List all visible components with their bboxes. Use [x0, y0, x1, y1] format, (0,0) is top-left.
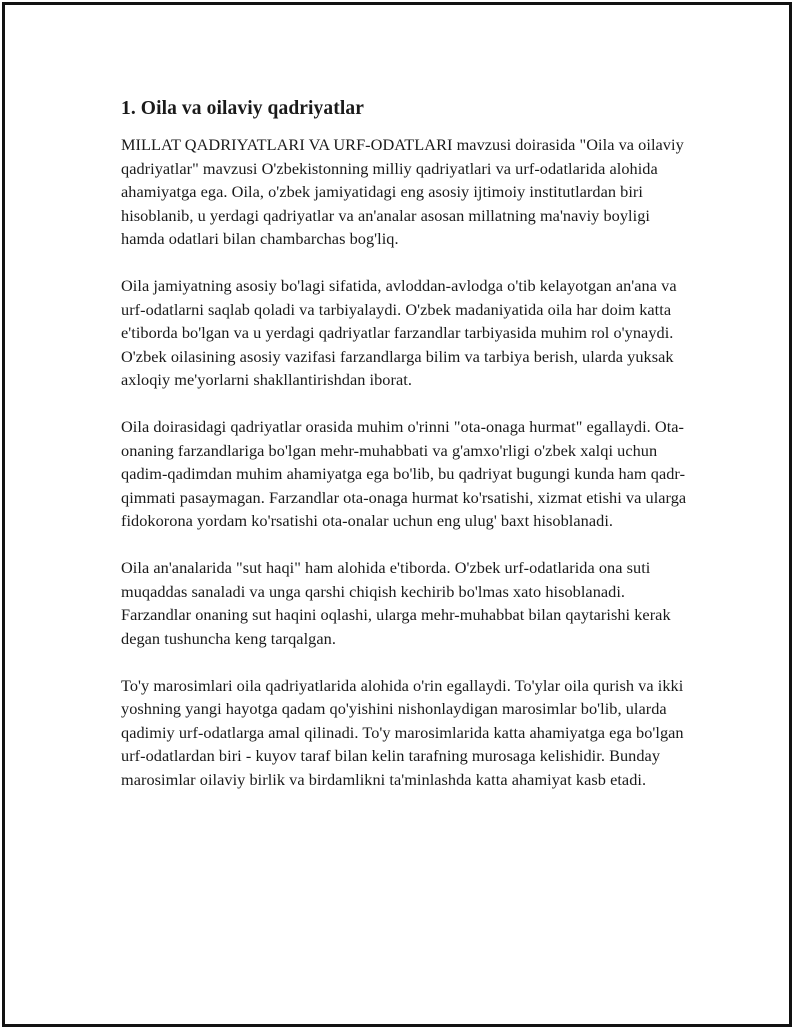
document-page: [2, 2, 792, 1027]
paragraph-family-role: Oila jamiyatning asosiy bo'lagi sifatida, avloddan-avlodga o'tib kelayotgan an'ana va urf-odatlarni saqlab qoladi va tarbiyalaydi. O'zbek madaniyatida oila har doim katta e'tiborda bo'lgan va u yerdagi qadriyatlar farzandlar tarbiyasida muhim rol o'ynaydi. O'zbek oilasining asosiy vazifasi farzandlarga bilim va tarbiya berish, ularda yuksak axloqiy me'yorlarni shakllantirishdan iborat.: [121, 276, 677, 389]
paragraph-wedding-ceremonies: To'y marosimlari oila qadriyatlarida alohida o'rin egallaydi. To'ylar oila qurish va ikki yoshning yangi hayotga qadam qo'yishini nishonlaydigan marosimlar bo'lib, ularda qadimiy urf-odatlarga amal qilinadi. To'y marosimlarida katta ahamiyatga ega bo'lgan urf-odatlardan biri - kuyov taraf bilan kelin tarafning murosaga kelishidir. Bunday marosimlar oilaviy birlik va birdamlikni ta'minlashda katta ahamiyat kasb etadi.: [121, 675, 684, 789]
document-body: [121, 96, 691, 815]
paragraph-milk-right: Oila an'analarida "sut haqi" ham alohida e'tiborda. O'zbek urf-odatlarida ona suti muqaddas sanaladi va unga qarshi chiqish kechirib bo'lmas xato hisoblanadi. Farzandlar onaning sut haqini oqlashi, ularga mehr-muhabbat bilan qaytarishi kerak degan tushuncha keng tarqalgan.: [121, 558, 671, 648]
paragraph-respect-parents: Oila doirasidagi qadriyatlar orasida muhim o'rinni "ota-onaga hurmat" egallaydi. Ota-onaning farzandlariga bo'lgan mehr-muhabbati va g'amxo'rligi o'zbek xalqi uchun qadim-qadimdan muhim ahamiyatga ega bo'lib, bu qadriyat bugungi kunda ham qadr-qimmati pasaymagan. Farzandlar ota-onaga hurmat ko'rsatishi, xizmat etishi va ularga fidokorona yordam ko'rsatishi ota-onalar uchun eng ulug' baxt hisoblanadi.: [121, 417, 687, 530]
section-heading: 1. Oila va oilaviy qadriyatlar: [121, 98, 364, 119]
paragraph-intro: MILLAT QADRIYATLARI VA URF-ODATLARI mavzusi doirasida "Oila va oilaviy qadriyatlar" mavzusi O'zbekistonning milliy qadriyatlari va urf-odatlarida alohida ahamiyatga ega. Oila, o'zbek jamiyatidagi eng asosiy ijtimoiy institutlardan biri hisoblanib, u yerdagi qadriyatlar va an'analar asosan millatning ma'naviy boyligi hamda odatlari bilan chambarchas bog'liq.: [121, 135, 684, 248]
